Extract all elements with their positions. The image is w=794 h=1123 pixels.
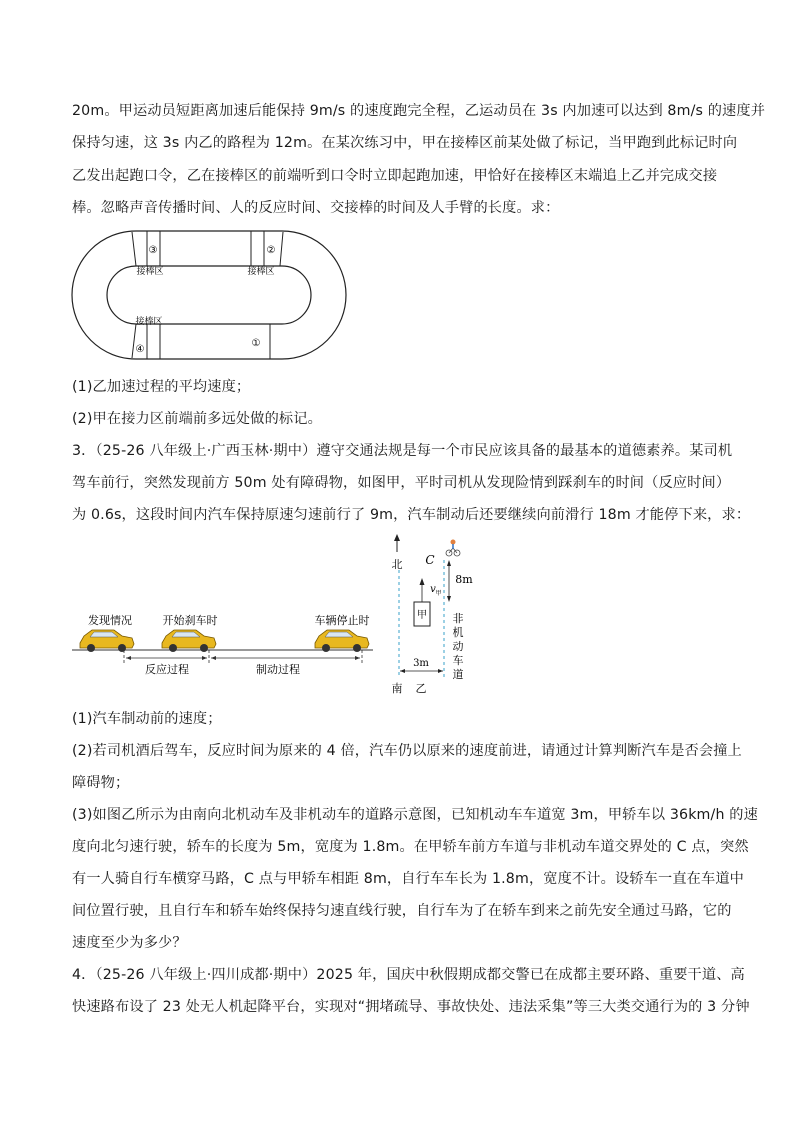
problem2-line2: 保持匀速，这 3s 内乙的路程为 12m。在某次练习中，甲在接棒区前某处做了标记，当甲跑到此标记时向 xyxy=(72,135,738,151)
label-discover: 发现情况 xyxy=(88,614,132,627)
problem2-line1: 20m。甲运动员短距离加速后能保持 9m/s 的速度跑完全程，乙运动员在 3s 内加速可以达到 8m/s 的速度并 xyxy=(72,103,766,119)
problem3-question3a: (3)如图乙所示为由南向北机动车及非机动车的道路示意图，已知机动车车道宽 3m，甲轿车以 36km/h 的速 xyxy=(72,807,758,823)
point-c-label: C xyxy=(425,553,435,567)
car-3 xyxy=(315,630,369,652)
track-marker-1: ① xyxy=(251,338,261,349)
distance-8m-label: 8m xyxy=(455,573,473,586)
problem3-question3d: 间位置行驶，且自行车和轿车始终保持匀速直线行驶，自行车为了在轿车到来之前先安全通过马路，它的 xyxy=(72,903,732,919)
label-braking: 制动过程 xyxy=(256,663,300,676)
problem3-line2: 驾车前行，突然发现前方 50m 处有障碍物，如图甲，平时司机从发现险情到踩刹车的时间（反应时间） xyxy=(72,475,731,491)
track-outer-edge xyxy=(72,231,346,359)
problem3-line3: 为 0.6s，这段时间内汽车保持原速匀速前行了 9m，汽车制动后还要继续向前滑行 18m 才能停下来，求： xyxy=(72,507,751,523)
problem4-line2: 快速路布设了 23 处无人机起降平台，实现对“拥堵疏导、事故快处、违法采集”等三大类交通行为的 3 分钟 xyxy=(72,999,750,1015)
problem4-line1: 4．（25-26 八年级上·四川成都·期中）2025 年，国庆中秋假期成都交警已在成都主要环路、重要干道、高 xyxy=(72,967,745,983)
velocity-arrow-icon xyxy=(420,578,425,585)
bike-lane-char-4: 车 xyxy=(452,654,464,667)
zone-label-bottom: 接棒区 xyxy=(135,317,163,327)
label-brake-start: 开始刹车时 xyxy=(162,614,218,627)
relay-track-figure xyxy=(70,228,350,363)
south-label: 南 xyxy=(391,682,403,695)
car-2 xyxy=(162,630,216,652)
problem3-question3e: 速度至少为多少？ xyxy=(72,935,187,951)
road-diagram-figure xyxy=(383,530,478,700)
problem3-question2b: 障碍物； xyxy=(72,775,130,791)
problem3-question2a: (2)若司机酒后驾车，反应时间为原来的 4 倍，汽车仍以原来的速度前进，请通过计算判断汽车是否会撞上 xyxy=(72,743,742,759)
zone-label-top-right: 接棒区 xyxy=(247,267,275,277)
car-braking-figure xyxy=(70,600,375,680)
label-stop: 车辆停止时 xyxy=(314,614,370,627)
problem3-question3c: 有一人骑自行车横穿马路，C 点与甲轿车相距 8m，自行车车长为 1.8m，宽度不计。设轿车一直在车道中 xyxy=(72,871,745,887)
bike-lane-char-2: 机 xyxy=(452,626,464,639)
problem3-line1: 3．（25-26 八年级上·广西玉林·期中）遵守交通法规是每一个市民应该具备的最基本的道德素养。某司机 xyxy=(72,443,733,459)
track-marker-3: ③ xyxy=(148,245,158,256)
bike-lane-char-3: 动 xyxy=(452,640,464,653)
car-1 xyxy=(80,630,134,652)
lane-width-label: 3m xyxy=(413,658,429,669)
problem2-question1: (1)乙加速过程的平均速度； xyxy=(72,379,251,395)
velocity-subscript: 甲 xyxy=(435,590,442,597)
north-arrow-icon xyxy=(394,534,400,541)
track-marker-4: ④ xyxy=(135,344,145,355)
bicycle-icon xyxy=(446,540,460,557)
zone-label-top-left: 接棒区 xyxy=(136,267,164,277)
problem3-question3b: 度向北匀速行驶，轿车的长度为 5m，宽度为 1.8m。在甲轿车前方车道与非机动车道交界处的 C 点，突然 xyxy=(72,839,749,855)
figure-yi-label: 乙 xyxy=(415,682,427,695)
bike-lane-char-5: 道 xyxy=(452,668,464,681)
velocity-label: v xyxy=(430,584,436,595)
car-jia-label: 甲 xyxy=(417,610,427,621)
north-label: 北 xyxy=(391,558,403,571)
problem2-line4: 棒。忽略声音传播时间、人的反应时间、交接棒的时间及人手臂的长度。求： xyxy=(72,200,560,216)
problem2-line3: 乙发出起跑口令，乙在接棒区的前端听到口令时立即起跑加速，甲恰好在接棒区末端追上乙并完成交接 xyxy=(72,168,718,184)
label-reaction: 反应过程 xyxy=(145,663,189,676)
bike-lane-char-1: 非 xyxy=(452,612,464,625)
problem2-question2: (2)甲在接力区前端前多远处做的标记。 xyxy=(72,411,322,427)
problem3-question1: (1)汽车制动前的速度； xyxy=(72,711,222,727)
track-marker-2: ② xyxy=(266,245,276,256)
